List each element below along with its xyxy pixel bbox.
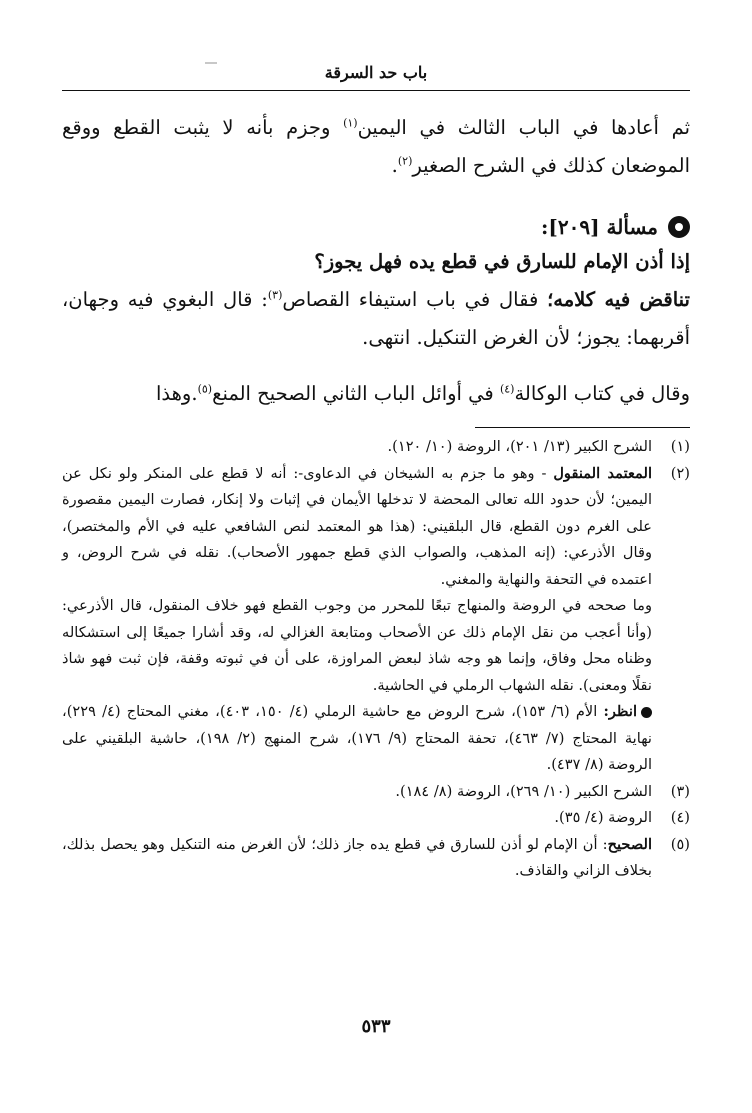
question: إذا أذن الإمام للسارق في قطع يده فهل يجوز؟ xyxy=(314,250,690,273)
paragraph-1-text-a: ثم أعادها في الباب الثالث في اليمين xyxy=(357,116,690,139)
footnote-1-text: الشرح الكبير (١٣/ ٢٠١)، الروضة (١٠/ ١٢٠). xyxy=(387,438,652,455)
issue-heading xyxy=(62,211,690,243)
footnote-2-para-2: وما صححه في الروضة والمنهاج تبعًا للمحرر من وجوب القطع فهو خلاف المنقول، قال الأذرعي: (وأنا أعجب من نقل الإمام ذلك عن الأصحاب ومتابعة الغزالي له، وقد أشارا جميعًا إلى استشكاله وظناه محل وفاق، وإنما هو وجه شاذ لبعض المراوزة، على أن في ثبوته وقفة، فإن ثبت فهو شاذ نقلًا ومعنى). نقله الشهاب الرملي في الحاشية. xyxy=(62,597,653,694)
footnote-2-para-1 xyxy=(62,461,652,594)
footnote-1-number: (١) xyxy=(670,438,690,455)
footnote-2-para-3 xyxy=(62,699,652,779)
footnote-5 xyxy=(62,832,690,885)
footnote-2-see-label: انظر: xyxy=(603,703,637,720)
paragraph-1-text-b: وجزم بأنه لا يثبت القطع ووقع الموضعان كذلك في الشرح الصغير xyxy=(62,116,690,177)
footnote-1 xyxy=(62,434,690,461)
footnote-ref-5[interactable]: (٥) xyxy=(197,382,213,396)
footnote-5-bold: الصحيح xyxy=(607,835,652,853)
paragraph-2-text-a: فقال في باب استيفاء القصاص xyxy=(282,288,548,311)
flower-ornament-icon xyxy=(668,216,690,238)
footnote-4-text: الروضة (٤/ ٣٥). xyxy=(554,809,652,826)
footnote-2-bold: المعتمد المنقول xyxy=(553,464,652,482)
paragraph-1-text-c: . xyxy=(391,154,398,177)
paragraph-2-bold: تناقض فيه كلامه؛ xyxy=(547,288,690,311)
issue-heading-label: مسألة [٢٠٩]: xyxy=(541,215,658,239)
footnote-ref-3[interactable]: (٣) xyxy=(267,288,283,302)
footnote-ref-4[interactable]: (٤) xyxy=(499,382,515,396)
paragraph-3-text-a: وقال في كتاب الوكالة xyxy=(514,382,690,405)
paragraph-3-text-c: .وهذا xyxy=(156,382,198,405)
footnote-4-number: (٤) xyxy=(670,809,690,826)
footnote-5-number: (٥) xyxy=(670,835,690,853)
paragraph-1 xyxy=(62,109,690,185)
footnote-5-body xyxy=(62,832,652,885)
page-number: ٥٣٣ xyxy=(361,1016,391,1037)
footnote-5-text: : أن الإمام لو أذن للسارق في قطع يده جاز ذلك؛ لأن الغرض منه التنكيل وهو يحصل بذلك، بخلاف الزاني والقاذف. xyxy=(62,835,652,879)
footnote-4 xyxy=(62,805,690,832)
footnote-2-text-c: الأم (٦/ ١٥٣)، شرح الروض مع حاشية الرملي (٤/ ١٥٠، ٤٠٣)، مغني المحتاج (٤/ ٢٢٩)، نهاية المحتاج (٧/ ٤٦٣)، تحفة المحتاج (٩/ ١٧٦)، شرح المنهج (٢/ ١٩٨)، حاشية البلقيني على الروضة (٨/ ٤٣٧). xyxy=(62,703,652,773)
footnote-3-text: الشرح الكبير (١٠/ ٢٦٩)، الروضة (٨/ ١٨٤). xyxy=(395,782,652,800)
footnote-rule xyxy=(475,427,690,428)
footnote-2 xyxy=(62,461,690,779)
footnote-2-body xyxy=(62,461,652,779)
header-rule xyxy=(62,90,690,91)
footnote-3 xyxy=(62,779,690,806)
running-header: باب حد السرقة xyxy=(324,63,428,82)
flower-bullet-icon xyxy=(641,707,652,718)
footnote-2-number: (٢) xyxy=(670,464,690,482)
page xyxy=(62,62,690,885)
footnote-ref-1[interactable]: (١) xyxy=(343,116,358,130)
paragraph-3-text-b: في أوائل الباب الثاني الصحيح المنع xyxy=(212,382,500,405)
main-text xyxy=(62,109,690,413)
paragraph-3 xyxy=(62,375,690,413)
paragraph-2-text-b: : قال البغوي فيه وجهان، أقربهما: يجوز؛ لأن الغرض التنكيل. انتهى. xyxy=(62,288,690,349)
paragraph-2 xyxy=(62,281,690,357)
footnote-2-text-a: - وهو ما جزم به الشيخان في الدعاوى-: أنه لا قطع على المنكر ولو نكل عن اليمين؛ لأن حدود الله تعالى المحضة لا تدخلها الأيمان في إثبات ولا إنكار، فصارت اليمين مقصورة على الغرم دون القطع، قال البلقيني: (هذا هو المعتمد لنص الشافعي عليه في الأم والمختصر)، وقال الأذرعي: (إنه المذهب، والصواب الذي قطع جمهور الأصحاب). نقله في شرح الروض، و اعتمده في التحفة والنهاية والمغني. xyxy=(62,464,652,588)
footnote-ref-2[interactable]: (٢) xyxy=(397,154,413,168)
footnotes xyxy=(62,434,690,885)
footnote-3-number: (٣) xyxy=(670,782,690,800)
